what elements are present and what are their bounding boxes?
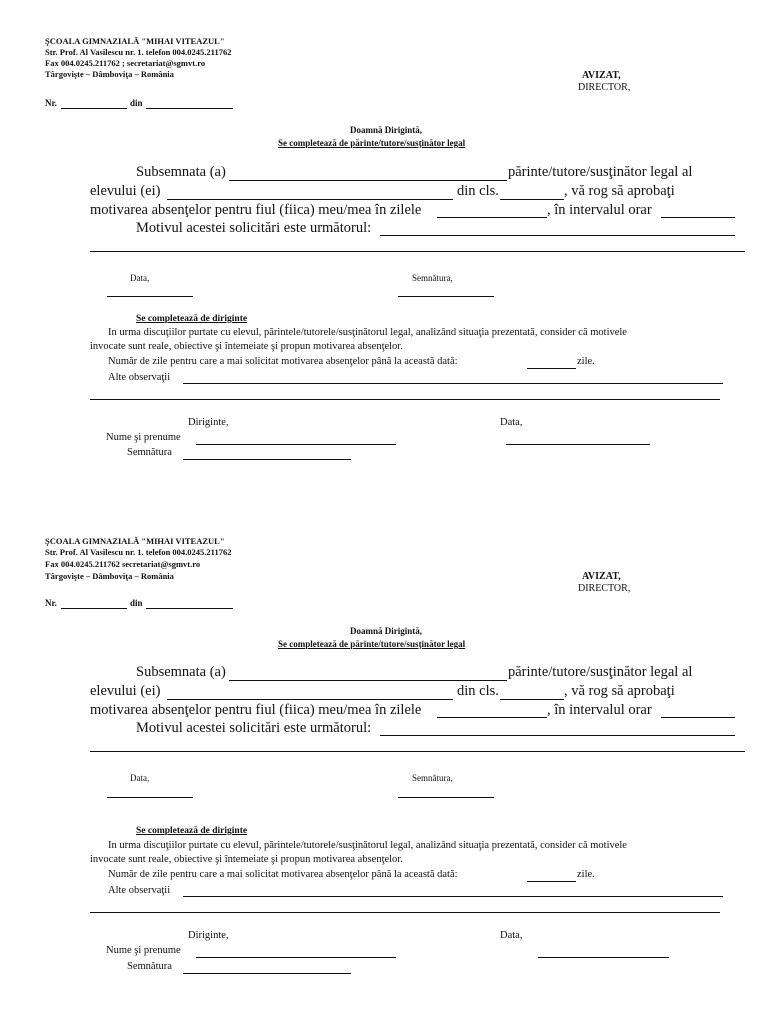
subsemnata-label: Subsemnata (a): [136, 664, 226, 680]
semnatura2-field[interactable]: [183, 973, 351, 974]
semnatura-label: Semnătura,: [412, 773, 453, 783]
avizat-label: AVIZAT,: [582, 70, 621, 81]
interval-label: , în intervalul orar: [547, 202, 652, 218]
diriginte-label: Diriginte,: [188, 930, 229, 941]
school-address: Str. Prof. Al Vasilescu nr. 1. telefon 004.0245.211762: [45, 47, 232, 57]
parinte-label: părinte/tutore/susţinător legal al: [508, 164, 693, 180]
motivul-label: Motivul acestei solicitări este următorul:: [136, 220, 372, 236]
semnatura-field[interactable]: [398, 797, 494, 798]
interval-label: , în intervalul orar: [547, 702, 652, 718]
zile-label: zile.: [577, 869, 595, 880]
din-field[interactable]: [146, 608, 233, 609]
name-field[interactable]: [229, 680, 507, 681]
din-label: din: [130, 598, 143, 608]
din-label: din: [130, 98, 143, 108]
alte-obs-label: Alte observaţii: [108, 372, 171, 383]
school-fax: Fax 004.0245.211762 ; secretariat@sgmvt.ro: [45, 58, 206, 68]
motivul-label: Motivul acestei solicitări este următorul:: [136, 720, 372, 736]
numar-zile-label: Număr de zile pentru care a mai solicitat motivarea absenţelor până la această dată:: [108, 356, 458, 367]
subsemnata-label: Subsemnata (a): [136, 164, 226, 180]
numar-zile-field[interactable]: [527, 881, 576, 882]
parinte-label: părinte/tutore/susţinător legal al: [508, 664, 693, 680]
school-fax: Fax 004.0245.211762 secretariat@sgmvt.ro: [45, 559, 201, 569]
data-label: Data,: [130, 773, 150, 783]
dirig-text-1: In urma discuţiilor purtate cu elevul, părintele/tutorele/susţinătorul legal, analizând situaţia prezentată, consider că motivele: [108, 327, 627, 338]
numar-zile-label: Număr de zile pentru care a mai solicitat motivarea absenţelor până la această dată:: [108, 869, 458, 880]
school-name: ŞCOALA GIMNAZIALĂ "MIHAI VITEAZUL": [45, 36, 225, 46]
alte-obs-field-2[interactable]: [90, 912, 720, 913]
semnatura2-label: Semnătura: [127, 961, 172, 972]
data2-field[interactable]: [538, 957, 669, 958]
class-field[interactable]: [500, 699, 564, 700]
school-city: Târgovişte – Dâmboviţa – România: [45, 69, 174, 79]
school-name: ŞCOALA GIMNAZIALĂ "MIHAI VITEAZUL": [45, 536, 225, 546]
diriginte-label: Diriginte,: [188, 417, 229, 428]
data2-label: Data,: [500, 930, 523, 941]
nume-prenume-field[interactable]: [196, 957, 396, 958]
dirig-text-2: invocate sunt reale, obiective şi întemeiate şi propun motivarea absenţelor.: [90, 341, 403, 352]
semnatura2-label: Semnătura: [127, 447, 172, 458]
dirig-text-1: In urma discuţiilor purtate cu elevul, părintele/tutorele/susţinătorul legal, analizând situaţia prezentată, consider că motivele: [108, 840, 627, 851]
alte-obs-label: Alte observaţii: [108, 885, 171, 896]
data-field[interactable]: [107, 797, 193, 798]
din-cls-label: din cls.: [457, 683, 499, 699]
director-label: DIRECTOR,: [578, 583, 631, 594]
nr-label: Nr.: [45, 98, 57, 108]
student-name-field[interactable]: [167, 699, 453, 700]
nume-prenume-label: Nume şi prenume: [106, 945, 181, 956]
nr-label: Nr.: [45, 598, 57, 608]
nr-field[interactable]: [61, 608, 127, 609]
avizat-label: AVIZAT,: [582, 571, 621, 582]
va-rog-label: , vă rog să aprobaţi: [564, 183, 675, 199]
days-field[interactable]: [437, 717, 547, 718]
dirig-section-title: Se completează de diriginte: [136, 314, 248, 324]
semnatura-label: Semnătura,: [412, 273, 453, 283]
elevului-label: elevului (ei): [90, 683, 161, 699]
salutation: Doamnă Dirigintă,: [350, 626, 422, 636]
school-address: Str. Prof. Al Vasilescu nr. 1. telefon 004.0245.211762: [45, 547, 232, 557]
motivarea-label: motivarea absenţelor pentru fiul (fiica) meu/mea în zilele: [90, 202, 422, 218]
data2-label: Data,: [500, 417, 523, 428]
data-label: Data,: [130, 273, 150, 283]
va-rog-label: , vă rog să aprobaţi: [564, 683, 675, 699]
salutation: Doamnă Dirigintă,: [350, 125, 422, 135]
dirig-section-title: Se completează de diriginte: [136, 826, 248, 836]
zile-label: zile.: [577, 356, 595, 367]
parent-section-title: Se completează de părinte/tutore/susţinător legal: [278, 639, 466, 649]
director-label: DIRECTOR,: [578, 82, 631, 93]
reason-field[interactable]: [380, 735, 735, 736]
parent-section-title: Se completează de părinte/tutore/susţinător legal: [278, 138, 466, 148]
elevului-label: elevului (ei): [90, 183, 161, 199]
motivarea-label: motivarea absenţelor pentru fiul (fiica) meu/mea în zilele: [90, 702, 422, 718]
school-city: Târgovişte – Dâmboviţa – România: [45, 571, 174, 581]
reason-field-2[interactable]: [90, 751, 745, 752]
din-cls-label: din cls.: [457, 183, 499, 199]
alte-obs-field[interactable]: [183, 896, 723, 897]
dirig-text-2: invocate sunt reale, obiective şi întemeiate şi propun motivarea absenţelor.: [90, 854, 403, 865]
interval-field[interactable]: [661, 717, 735, 718]
nume-prenume-label: Nume şi prenume: [106, 432, 181, 443]
